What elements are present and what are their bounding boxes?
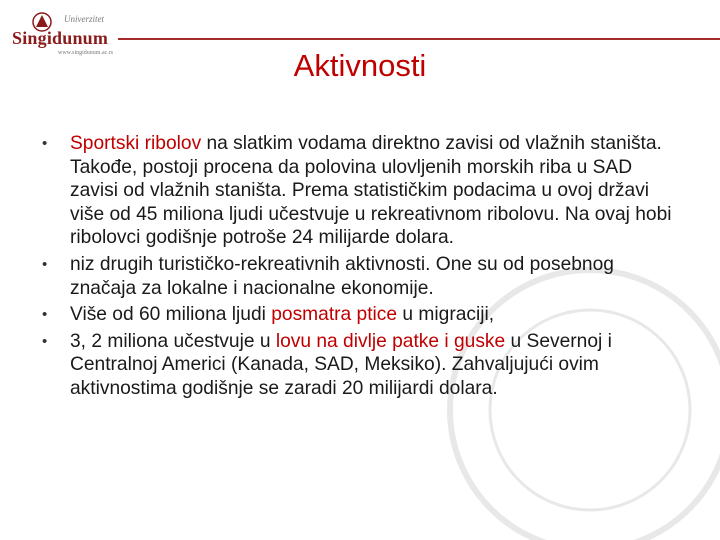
bullet-text: Više od 60 miliona ljudi xyxy=(70,304,272,326)
logo-university-label: Univerzitet xyxy=(64,14,104,24)
highlight-text: Sportski ribolov xyxy=(70,133,202,154)
highlight-text: posmatra ptice xyxy=(271,304,398,326)
bullet-item xyxy=(42,132,682,250)
bullet-text: 3, 2 miliona učestvuje u xyxy=(70,330,276,352)
slide-title: Aktivnosti xyxy=(293,48,427,83)
bullet-item xyxy=(42,253,682,300)
header-divider xyxy=(118,38,720,40)
bullet-item xyxy=(42,330,682,401)
bullet-text: na slatkim vodama direktno zavisi od vlažnih staništa. Takođe, postoji procena da polovina ulovljenih morskih riba u SAD zavisi od vlažnih staništa. Prema statističkim podacima u ovoj državi više od 45 miliona ljudi učestvuje u rekreativnom ribolovu. Na ovaj hobi ribolovci godišnje potroše 24 milijarde dolara. xyxy=(70,133,672,249)
bullet-item xyxy=(42,303,682,327)
logo-name: Singidunum xyxy=(12,28,109,48)
bullet-text: u migraciji, xyxy=(397,304,495,326)
bullet-list xyxy=(42,132,682,404)
highlight-text: lovu na divlje patke i guske xyxy=(275,330,506,352)
bullet-text: niz drugih turističko-rekreativnih aktivnosti. One su od posebnog značaja za lokalne i nacionalne ekonomije. xyxy=(70,253,614,299)
bullet-text: u Severnoj i Centralnoj Americi (Kanada, SAD, Meksiko). Zahvaljujući ovim aktivnostima godišnje se zaradi 20 milijardi dolara. xyxy=(70,330,612,399)
logo-url: www.singidunum.ac.rs xyxy=(58,50,114,56)
